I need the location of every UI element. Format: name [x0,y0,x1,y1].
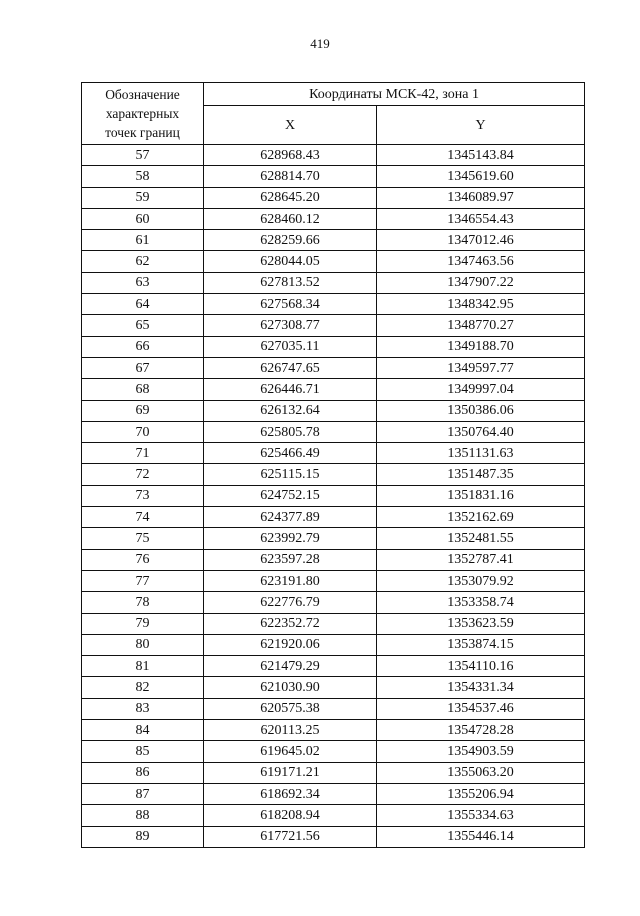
x-cell: 618692.34 [204,783,377,804]
table-row [82,315,585,336]
table-row [82,720,585,741]
y-cell: 1354728.28 [377,720,585,741]
x-cell: 628814.70 [204,166,377,187]
point-cell: 73 [82,485,204,506]
table-row [82,357,585,378]
y-cell: 1354903.59 [377,741,585,762]
x-cell: 626747.65 [204,357,377,378]
point-cell: 58 [82,166,204,187]
y-cell: 1353079.92 [377,570,585,591]
y-cell: 1353874.15 [377,634,585,655]
x-cell: 625466.49 [204,443,377,464]
point-cell: 81 [82,656,204,677]
x-cell: 627813.52 [204,272,377,293]
table-row [82,464,585,485]
header-point-line-1: Обозначение [105,87,180,102]
x-cell: 621920.06 [204,634,377,655]
y-cell: 1351131.63 [377,443,585,464]
x-cell: 624377.89 [204,507,377,528]
x-cell: 623992.79 [204,528,377,549]
y-cell: 1355446.14 [377,826,585,847]
table-row [82,166,585,187]
header-point-designation [82,83,204,145]
y-cell: 1352787.41 [377,549,585,570]
y-cell: 1355334.63 [377,805,585,826]
x-cell: 620113.25 [204,720,377,741]
point-cell: 63 [82,272,204,293]
table-row [82,549,585,570]
y-cell: 1345143.84 [377,145,585,166]
y-cell: 1353358.74 [377,592,585,613]
table-row [82,272,585,293]
x-cell: 622352.72 [204,613,377,634]
x-cell: 624752.15 [204,485,377,506]
y-cell: 1355063.20 [377,762,585,783]
point-cell: 62 [82,251,204,272]
table-row [82,826,585,847]
x-cell: 628645.20 [204,187,377,208]
x-cell: 627035.11 [204,336,377,357]
header-coordinate-system: Координаты МСК-42, зона 1 [204,83,585,106]
point-cell: 86 [82,762,204,783]
header-y: Y [377,106,585,145]
y-cell: 1347907.22 [377,272,585,293]
header-point-line-2: характерных [105,106,180,121]
point-cell: 75 [82,528,204,549]
table-row [82,251,585,272]
y-cell: 1345619.60 [377,166,585,187]
point-cell: 82 [82,677,204,698]
y-cell: 1349597.77 [377,357,585,378]
table-row [82,677,585,698]
y-cell: 1347012.46 [377,230,585,251]
table-row [82,379,585,400]
y-cell: 1349188.70 [377,336,585,357]
y-cell: 1346554.43 [377,208,585,229]
point-cell: 76 [82,549,204,570]
y-cell: 1350386.06 [377,400,585,421]
header-x: X [204,106,377,145]
x-cell: 625805.78 [204,421,377,442]
x-cell: 627308.77 [204,315,377,336]
point-cell: 77 [82,570,204,591]
table-header [82,83,585,145]
point-cell: 87 [82,783,204,804]
point-cell: 61 [82,230,204,251]
x-cell: 623191.80 [204,570,377,591]
y-cell: 1351487.35 [377,464,585,485]
header-point-line-3: точек границ [105,125,180,140]
x-cell: 621479.29 [204,656,377,677]
x-cell: 619171.21 [204,762,377,783]
point-cell: 68 [82,379,204,400]
y-cell: 1354537.46 [377,698,585,719]
x-cell: 627568.34 [204,294,377,315]
point-cell: 57 [82,145,204,166]
point-cell: 64 [82,294,204,315]
table-row [82,230,585,251]
point-cell: 78 [82,592,204,613]
point-cell: 74 [82,507,204,528]
y-cell: 1355206.94 [377,783,585,804]
header-row-group [82,83,585,106]
y-cell: 1346089.97 [377,187,585,208]
x-cell: 617721.56 [204,826,377,847]
x-cell: 619645.02 [204,741,377,762]
y-cell: 1353623.59 [377,613,585,634]
x-cell: 626446.71 [204,379,377,400]
x-cell: 626132.64 [204,400,377,421]
x-cell: 628968.43 [204,145,377,166]
page-number: 419 [310,36,330,51]
table-row [82,421,585,442]
y-cell: 1354331.34 [377,677,585,698]
table-row [82,145,585,166]
point-cell: 65 [82,315,204,336]
table-row [82,570,585,591]
table-row [82,741,585,762]
point-cell: 84 [82,720,204,741]
point-cell: 89 [82,826,204,847]
y-cell: 1348770.27 [377,315,585,336]
y-cell: 1347463.56 [377,251,585,272]
x-cell: 620575.38 [204,698,377,719]
x-cell: 625115.15 [204,464,377,485]
y-cell: 1348342.95 [377,294,585,315]
point-cell: 88 [82,805,204,826]
table-row [82,400,585,421]
x-cell: 623597.28 [204,549,377,570]
table-body [82,145,585,848]
point-cell: 59 [82,187,204,208]
x-cell: 628460.12 [204,208,377,229]
table-row [82,485,585,506]
table-row [82,336,585,357]
point-cell: 67 [82,357,204,378]
x-cell: 622776.79 [204,592,377,613]
y-cell: 1351831.16 [377,485,585,506]
table-row [82,634,585,655]
x-cell: 628259.66 [204,230,377,251]
x-cell: 621030.90 [204,677,377,698]
table-row [82,443,585,464]
table-row [82,656,585,677]
y-cell: 1352481.55 [377,528,585,549]
y-cell: 1352162.69 [377,507,585,528]
table-row [82,528,585,549]
table-row [82,294,585,315]
point-cell: 83 [82,698,204,719]
table-row [82,613,585,634]
y-cell: 1349997.04 [377,379,585,400]
table-row [82,592,585,613]
x-cell: 628044.05 [204,251,377,272]
table-row [82,187,585,208]
table-row [82,698,585,719]
table-row [82,208,585,229]
table-row [82,783,585,804]
point-cell: 72 [82,464,204,485]
table-row [82,762,585,783]
x-cell: 618208.94 [204,805,377,826]
point-cell: 70 [82,421,204,442]
point-cell: 79 [82,613,204,634]
point-cell: 71 [82,443,204,464]
table-row [82,805,585,826]
table-row [82,507,585,528]
y-cell: 1350764.40 [377,421,585,442]
point-cell: 60 [82,208,204,229]
point-cell: 66 [82,336,204,357]
y-cell: 1354110.16 [377,656,585,677]
coordinates-table [81,82,585,848]
point-cell: 80 [82,634,204,655]
point-cell: 69 [82,400,204,421]
point-cell: 85 [82,741,204,762]
